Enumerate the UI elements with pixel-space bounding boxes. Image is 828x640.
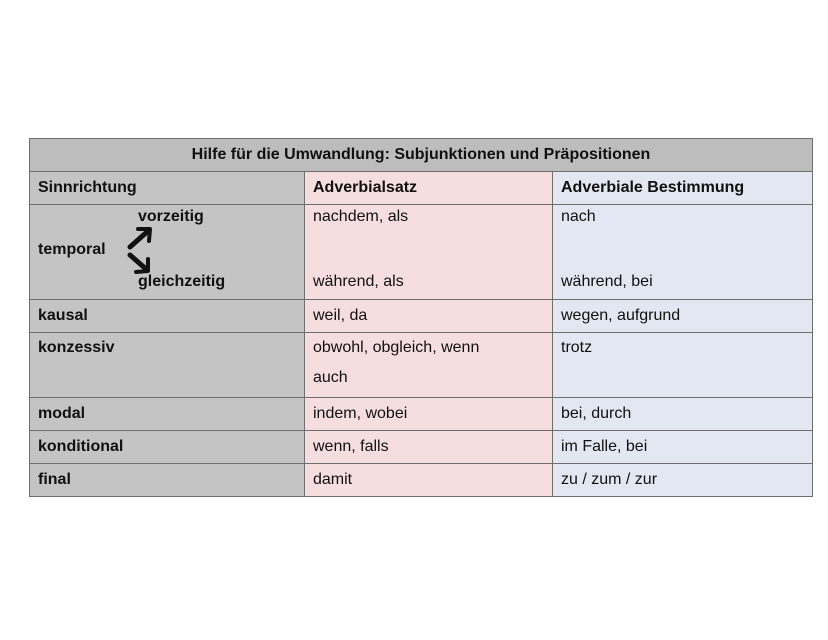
table-row-final <box>30 464 813 497</box>
temporal-best-bottom: während, bei <box>561 273 653 290</box>
temporal-satz-bottom: während, als <box>313 273 404 290</box>
cell-sinn: konditional <box>30 431 305 464</box>
cell-satz: obwohl, obgleich, wenn auch <box>305 333 553 398</box>
cell-best: zu / zum / zur <box>553 464 813 497</box>
cell-sinn: konzessiv <box>30 333 305 398</box>
cell-satz: indem, wobei <box>305 398 553 431</box>
cell-satz: wenn, falls <box>305 431 553 464</box>
temporal-best-top: nach <box>561 208 596 225</box>
table-row-kausal <box>30 300 813 333</box>
conversion-table <box>29 138 813 497</box>
cell-temporal-sinn <box>30 205 305 300</box>
label-gleichzeitig: gleichzeitig <box>138 273 226 290</box>
temporal-arrows <box>122 219 162 279</box>
table-row-konzessiv <box>30 333 813 398</box>
cell-best: im Falle, bei <box>553 431 813 464</box>
temporal-satz-top: nachdem, als <box>313 208 409 225</box>
arrow-up-right-icon <box>130 229 150 247</box>
table-title: Hilfe für die Umwandlung: Subjunktionen und Präpositionen <box>30 139 813 172</box>
header-sinnrichtung: Sinnrichtung <box>30 172 305 205</box>
label-temporal: temporal <box>38 241 106 258</box>
cell-satz: damit <box>305 464 553 497</box>
table-row-modal <box>30 398 813 431</box>
cell-best: wegen, aufgrund <box>553 300 813 333</box>
table-row-konditional <box>30 431 813 464</box>
header-adverbiale-bestimmung: Adverbiale Bestimmung <box>553 172 813 205</box>
cell-satz: weil, da <box>305 300 553 333</box>
cell-temporal-best <box>553 205 813 300</box>
cell-sinn: modal <box>30 398 305 431</box>
label-vorzeitig: vorzeitig <box>138 208 204 225</box>
cell-sinn: kausal <box>30 300 305 333</box>
header-row <box>30 172 813 205</box>
cell-best: trotz <box>553 333 813 398</box>
cell-sinn: final <box>30 464 305 497</box>
header-adverbialsatz: Adverbialsatz <box>305 172 553 205</box>
arrow-down-right-icon <box>130 255 148 272</box>
cell-temporal-satz <box>305 205 553 300</box>
cell-best: bei, durch <box>553 398 813 431</box>
table-row-temporal <box>30 205 813 300</box>
